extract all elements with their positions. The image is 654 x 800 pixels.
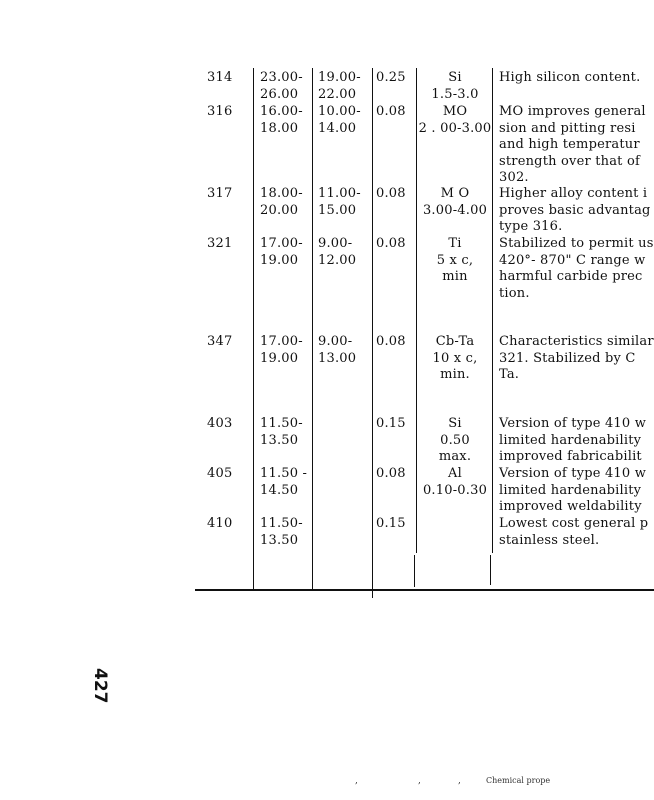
row-316-other: MO 2 . 00-3.00 xyxy=(418,104,492,136)
row-317-characteristics: Higher alloy content i proves basic advantag type 316. xyxy=(499,186,651,234)
table-bottom-rule xyxy=(195,589,654,591)
row-405-carbon: 0.08 xyxy=(376,466,406,481)
column-rule-c xyxy=(416,68,417,553)
row-321-nickel: 9.00- 12.00 xyxy=(318,236,357,268)
row-317-type: 317 xyxy=(207,186,233,201)
row-405-type: 405 xyxy=(207,466,233,481)
row-403-carbon: 0.15 xyxy=(376,416,406,431)
row-316-chromium: 16.00- 18.00 xyxy=(260,104,303,136)
row-317-nickel: 11.00- 15.00 xyxy=(318,186,361,218)
row-410-type: 410 xyxy=(207,516,233,531)
page-number: 427 xyxy=(90,668,110,704)
row-314-type: 314 xyxy=(207,70,233,85)
row-410-chromium: 11.50- 13.50 xyxy=(260,516,303,548)
footer-fragment: Chemical prope xyxy=(486,776,551,785)
column-rule-ni xyxy=(372,68,373,598)
row-405-characteristics: Version of type 410 w limited hardenability improved weldability xyxy=(499,466,647,514)
column-rule-cr xyxy=(312,68,313,590)
column-rule-stub-c xyxy=(414,555,415,587)
row-321-other: Ti 5 x c, min xyxy=(436,236,474,284)
row-347-nickel: 9.00- 13.00 xyxy=(318,334,357,366)
row-347-other: Cb-Ta 10 x c, min. xyxy=(432,334,478,382)
row-314-chromium: 23.00- 26.00 xyxy=(260,70,303,102)
row-347-carbon: 0.08 xyxy=(376,334,406,349)
row-317-other: M O 3.00-4.00 xyxy=(422,186,488,218)
row-314-carbon: 0.25 xyxy=(376,70,406,85)
column-rule-other xyxy=(492,68,493,553)
row-316-carbon: 0.08 xyxy=(376,104,406,119)
column-rule-stub-other xyxy=(490,555,491,585)
row-347-chromium: 17.00- 19.00 xyxy=(260,334,303,366)
row-405-chromium: 11.50 - 14.50 xyxy=(260,466,308,498)
row-321-characteristics: Stabilized to permit us 420°- 870" C range w harmful carbide prec tion. xyxy=(499,236,654,301)
row-410-characteristics: Lowest cost general p stainless steel. xyxy=(499,516,649,548)
column-rule-type xyxy=(253,68,254,590)
row-403-type: 403 xyxy=(207,416,233,431)
row-317-chromium: 18.00- 20.00 xyxy=(260,186,303,218)
row-403-characteristics: Version of type 410 w limited hardenability improved fabricabilit xyxy=(499,416,647,464)
row-316-nickel: 10.00- 14.00 xyxy=(318,104,361,136)
row-314-characteristics: High silicon content. xyxy=(499,70,641,85)
row-321-chromium: 17.00- 19.00 xyxy=(260,236,303,268)
row-347-characteristics: Characteristics similar 321. Stabilized by C Ta. xyxy=(499,334,654,382)
row-317-carbon: 0.08 xyxy=(376,186,406,201)
row-321-carbon: 0.08 xyxy=(376,236,406,251)
footer-mark-2: , xyxy=(418,776,421,786)
row-316-type: 316 xyxy=(207,104,233,119)
row-403-chromium: 11.50- 13.50 xyxy=(260,416,303,448)
row-316-characteristics: MO improves general sion and pitting resi and high temperatur strength over that of 302. xyxy=(499,104,646,185)
row-321-type: 321 xyxy=(207,236,233,251)
row-347-type: 347 xyxy=(207,334,233,349)
row-410-carbon: 0.15 xyxy=(376,516,406,531)
row-314-nickel: 19.00- 22.00 xyxy=(318,70,361,102)
footer-mark-3: , xyxy=(458,776,461,786)
footer-mark-1: , xyxy=(355,776,358,786)
row-403-other: Si 0.50 max. xyxy=(438,416,472,464)
row-314-other: Si 1.5-3.0 xyxy=(431,70,479,102)
row-405-other: Al 0.10-0.30 xyxy=(422,466,488,498)
